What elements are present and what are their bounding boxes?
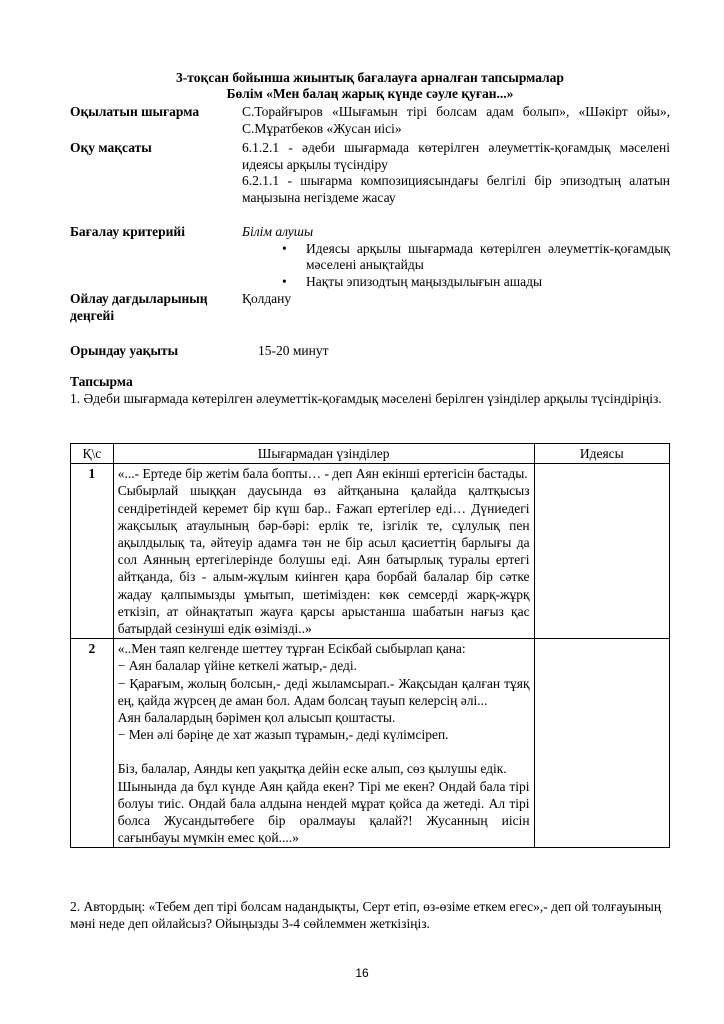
column-header-quotes: Шығармадан үзінділер bbox=[113, 444, 534, 464]
table-header-row bbox=[71, 444, 670, 464]
time-label: Орындау уақыты bbox=[70, 343, 179, 358]
column-header-number: Қ\с bbox=[71, 444, 114, 464]
quotes-table bbox=[70, 443, 670, 848]
row-number: 2 bbox=[71, 639, 114, 848]
bullet-icon: • bbox=[282, 240, 287, 256]
task-question-1: 1. Әдеби шығармада көтерілген әлеуметтік-қоғамдық мәселені берілген үзінділер арқылы түсіндіріңіз. bbox=[70, 391, 662, 406]
criteria-list bbox=[242, 241, 670, 291]
time-row bbox=[70, 343, 670, 360]
goal-item: 6.2.1.1 - шығарма композициясындағы белгілі бір эпизодтың алатын маңызына негіздеме жасау bbox=[242, 173, 670, 205]
criteria-item: • Нақты эпизодтың маңыздылығын ашады bbox=[282, 273, 543, 289]
work-value: С.Торайғыров «Шығамын тірі болсам адам болып», «Шәкірт ойы», С.Мұратбеков «Жусан иісі» bbox=[242, 104, 670, 136]
level-value: Қолдану bbox=[242, 291, 292, 306]
work-label: Оқылатын шығарма bbox=[70, 104, 200, 119]
document-title: 3-тоқсан бойынша жиынтық бағалауға арналған тапсырмалар bbox=[176, 70, 564, 85]
goal-values bbox=[242, 140, 670, 206]
work-row bbox=[70, 104, 670, 138]
criteria-row bbox=[70, 224, 670, 290]
bullet-icon: • bbox=[282, 273, 287, 289]
goal-label: Оқу мақсаты bbox=[70, 140, 152, 155]
quote-cell: «..Мен таяп келгенде шеттеу тұрған Есікбай сыбырлап қана: − Аян балалар үйіне кеткелі жатыр,- деді. − Қарағым, жолың болсын,- деді жыламсырап.- Жақсыдан қалған тұяқ ең, қайда жүрсең де аман бол. Адам болсаң тауып келерсің әлі... Аян балалардың бәрімен қол алысып қоштасты. − Мен әлі бәріңе де хат жазып тұрамын,- деді күлімсіреп. Біз, балалар, Аянды кеп уақытқа дейін еске алып, сөз қылушы едік. Шынында да бұл күнде Аян қайда екен? Тірі ме екен? Ондай бала тірі болуы тиіс. Ондай бала алдына нендей мұрат қойса да жетеді. Ал тірі болса Жусандытөбеге бір оралмауы қалай?! Жусанның иісін сағынбауы мүмкін емес қой....» bbox=[113, 639, 534, 848]
goal-item: 6.1.2.1 - әдеби шығармада көтерілген әлеуметтік-қоғамдық мәселені идеясы арқылы түсіндіру bbox=[242, 140, 670, 172]
goal-row bbox=[70, 140, 670, 208]
table-row bbox=[71, 464, 670, 639]
column-header-idea: Идеясы bbox=[534, 444, 669, 464]
idea-cell[interactable] bbox=[534, 464, 669, 639]
table-row bbox=[71, 639, 670, 848]
criteria-item: • Идеясы арқылы шығармада көтерілген әлеуметтік-қоғамдық мәселені анықтайды bbox=[282, 240, 670, 272]
idea-cell[interactable] bbox=[534, 639, 669, 848]
section-title: Бөлім «Мен балаң жарық күнде сәуле қуған...» bbox=[226, 86, 514, 101]
task-heading: Тапсырма bbox=[70, 374, 133, 389]
criteria-label: Бағалау критерийі bbox=[70, 224, 185, 239]
task-question-2: 2. Автордың: «Тебем деп тірі болсам надандықты, Серт етіп, өз-өзіме еткем егес»,- деп ой толғауының мәні неде деп ойлайсыз? Ойыңызды 3-4 сөйлеммен жеткізіңіз. bbox=[70, 899, 662, 931]
level-row bbox=[70, 291, 670, 325]
time-value: 15-20 минут bbox=[258, 343, 329, 358]
page-number: 16 bbox=[355, 966, 369, 980]
row-number: 1 bbox=[71, 464, 114, 639]
level-label: Ойлау дағдыларының деңгейі bbox=[70, 291, 208, 323]
criteria-values bbox=[242, 224, 670, 290]
criteria-intro: Білім алушы bbox=[242, 224, 314, 239]
quote-cell: «...- Ертеде бір жетім бала бопты… - деп Аян екінші ертегісін бастады. Сыбырлай шыққан даусында өз айтқанына қалайда қалтқысыз сендіретіндей керемет бір күш бар.. Ғажап ертегілер еді… Дүниедегі жақсылық атаулының бәр-бәрі: ерлік те, ізгілік те, сұлулық пен ақылдылық та, әйтеуір адамға тән не бір асыл қасиеттің барлығы да сол Аянның ертегілерінде болушы еді. Аян батырлық туралы ертегі айтқанда, біз - алым-жұлым киінген қара борбай балалар бір сәтке жадау қалпымызды ұмытып, шетімізден: көк семсерді жарқ-жұрқ еткізіп, ат ойнақтатып жауға қарсы арыстанша шабатын нағыз қас батырдай сезінуші едік өзімізді..» bbox=[113, 464, 534, 639]
